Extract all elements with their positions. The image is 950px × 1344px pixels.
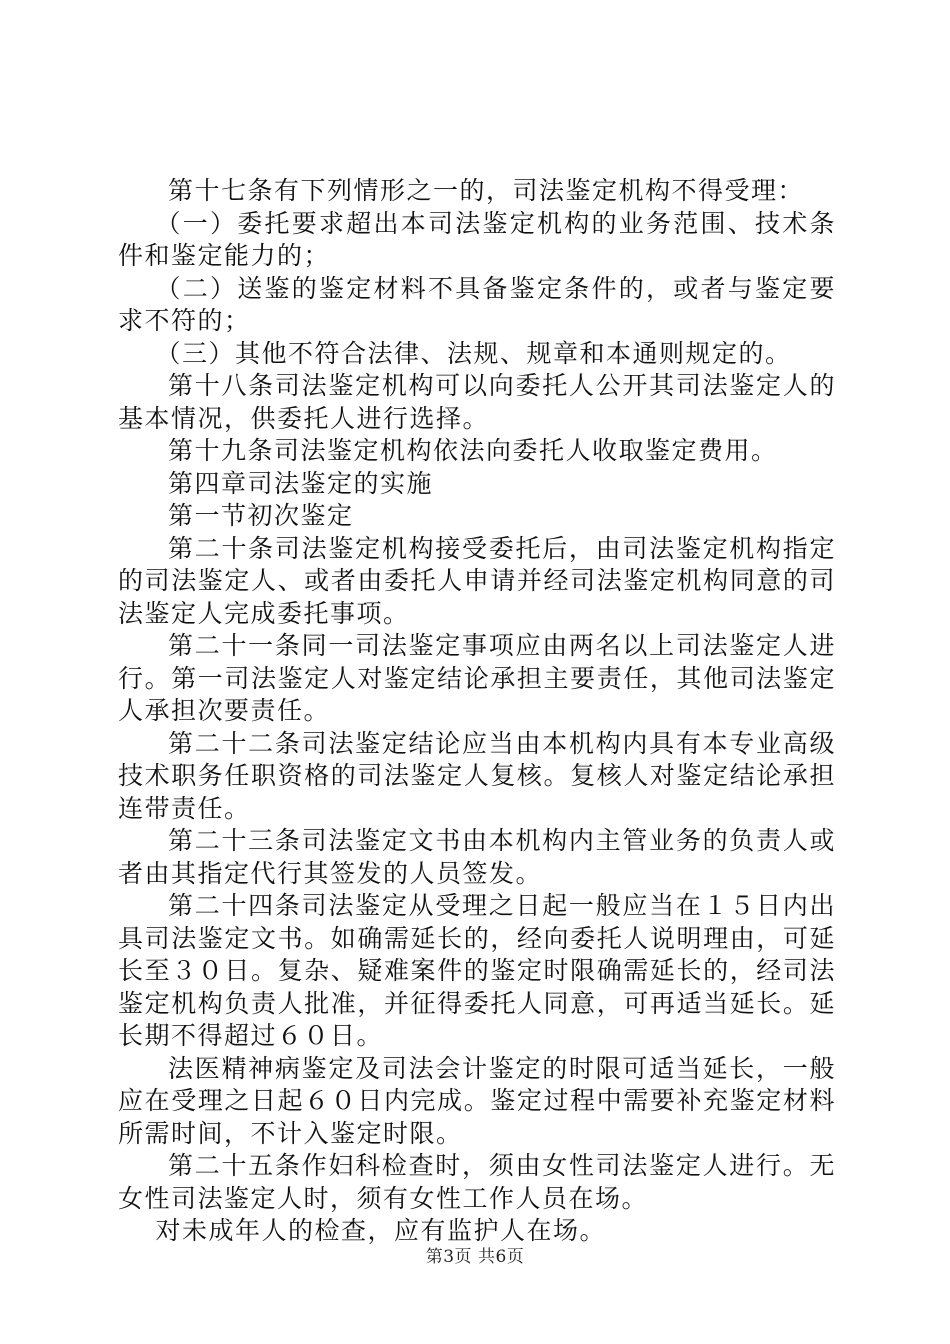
page-footer <box>0 1242 950 1267</box>
article-17: 第十七条有下列情形之一的，司法鉴定机构不得受理： <box>168 176 805 205</box>
article-20: 第二十条司法鉴定机构接受委托后，由司法鉴定机构指定的司法鉴定人、或者由委托人申请并经司法鉴定机构同意的司法鉴定人完成委托事项。 <box>118 533 836 628</box>
document-body <box>118 175 836 1248</box>
article-23: 第二十三条司法鉴定文书由本机构内主管业务的负责人或者由其指定代行其签发的人员签发。 <box>118 826 836 888</box>
article-24: 第二十四条司法鉴定从受理之日起一般应当在１５日内出具司法鉴定文书。如确需延长的，经向委托人说明理由，可延长至３０日。复杂、疑难案件的鉴定时限确需延长的，经司法鉴定机构负责人批准，并征得委托人同意，可再适当延长。延长期不得超过６０日。 <box>118 891 836 1050</box>
article-21: 第二十一条同一司法鉴定事项应由两名以上司法鉴定人进行。第一司法鉴定人对鉴定结论承担主要责任，其他司法鉴定人承担次要责任。 <box>118 631 836 725</box>
article-18: 第十八条司法鉴定机构可以向委托人公开其司法鉴定人的基本情况，供委托人进行选择。 <box>118 371 836 433</box>
article-24-paragraph-2: 法医精神病鉴定及司法会计鉴定的时限可适当延长，一般应在受理之日起６０日内完成。鉴定过程中需要补充鉴定材料所需时间，不计入鉴定时限。 <box>118 1053 836 1148</box>
page-number-label: 第3页 共6页 <box>425 1247 525 1267</box>
chapter-4-heading: 第四章司法鉴定的实施 <box>168 468 434 498</box>
article-25-paragraph-2: 对未成年人的检查，应有监护人在场。 <box>155 1216 607 1245</box>
article-19: 第十九条司法鉴定机构依法向委托人收取鉴定费用。 <box>168 436 778 465</box>
article-17-item-3: （三）其他不符合法律、法规、规章和本通则规定的。 <box>155 338 792 368</box>
section-1-heading: 第一节初次鉴定 <box>168 501 354 530</box>
article-25: 第二十五条作妇科检查时，须由女性司法鉴定人进行。无女性司法鉴定人时，须有女性工作人员在场。 <box>118 1151 836 1213</box>
article-17-item-2: （二）送鉴的鉴定材料不具备鉴定条件的，或者与鉴定要求不符的； <box>118 273 836 335</box>
article-17-item-1: （一）委托要求超出本司法鉴定机构的业务范围、技术条件和鉴定能力的； <box>118 208 836 270</box>
article-22: 第二十二条司法鉴定结论应当由本机构内具有本专业高级技术职务任职资格的司法鉴定人复核。复核人对鉴定结论承担连带责任。 <box>118 728 836 823</box>
